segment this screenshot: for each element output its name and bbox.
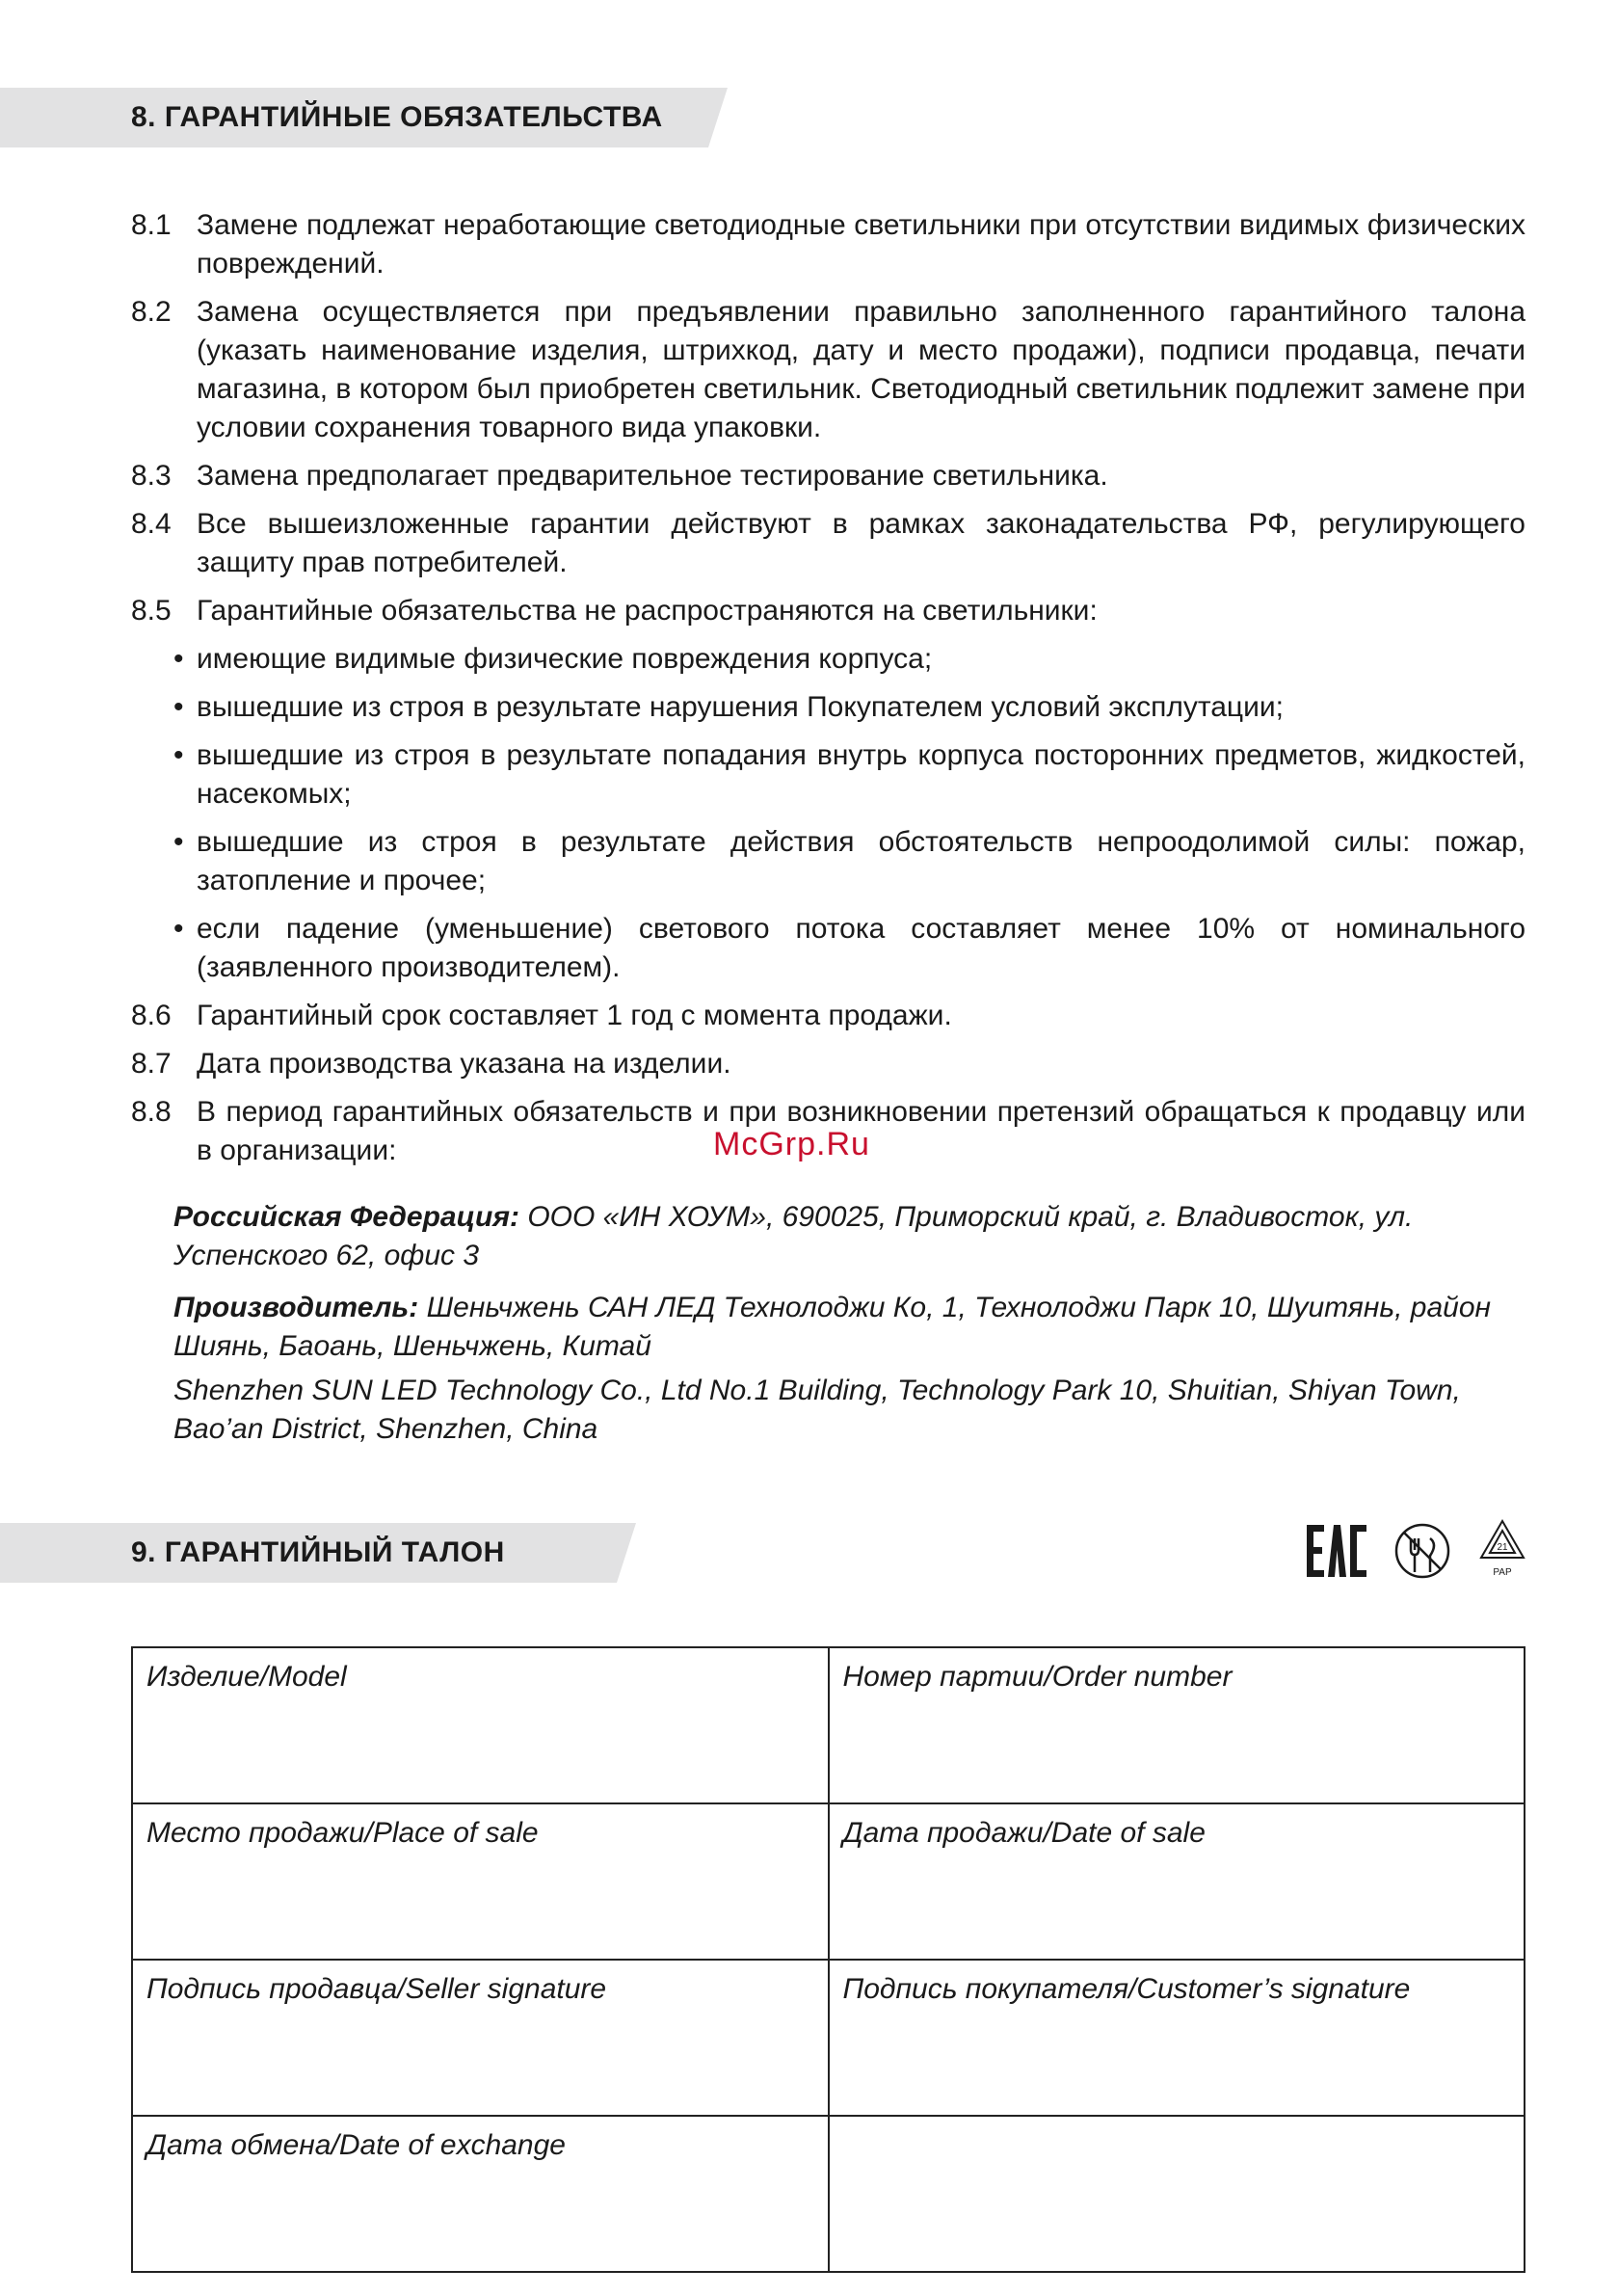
clause-number: 8.7	[131, 1048, 172, 1080]
table-row	[132, 1803, 1525, 1960]
warranty-card-table	[131, 1646, 1525, 2273]
date-of-exchange-field[interactable]: Дата обмена/Date of exchange	[132, 2116, 829, 2272]
clause-text: Все вышеизложенные гарантии действуют в рамках законадательства РФ, регулирующего защиту прав потребителей.	[197, 508, 1525, 578]
contact-russia-text: ООО «ИН ХОУМ», 690025, Приморский край, г. Владивосток, ул. Успенского 62, офис 3	[173, 1201, 1414, 1271]
clause-8-2	[131, 293, 1525, 447]
clause-8-3	[131, 457, 1525, 495]
clause-text: Гарантийные обязательства не распространяются на светильники:	[197, 595, 1098, 627]
clause-8-4	[131, 505, 1525, 582]
clause-text: Замене подлежат неработающие светодиодные светильники при отсутствии видимых физических повреждений.	[197, 209, 1525, 280]
list-item: • вышедшие из строя в результате нарушения Покупателем условий эксплутации;	[173, 688, 1525, 727]
contact-manufacturer-en: Shenzhen SUN LED Technology Co., Ltd No.1 Building, Technology Park 10, Shuitian, Shiyan Town, Bao’an District, Shenzhen, China	[173, 1375, 1461, 1445]
contact-russia	[173, 1198, 1525, 1275]
recycle-pap-icon	[1481, 1521, 1524, 1578]
contact-manufacturer	[173, 1289, 1525, 1366]
empty-field[interactable]	[829, 2116, 1525, 2272]
clause-text: Замена осуществляется при предъявлении правильно заполненного гарантийного талона (указать наименование изделия, штрихкод, дату и место продажи), подписи продавца, печати магазина, в котором был приобретен светильник. Светодиодный светильник подлежит замене при условии сохранения товарного вида упаковки.	[197, 296, 1525, 443]
section-9-title: 9. ГАРАНТИЙНЫЙ ТАЛОН	[131, 1536, 505, 1568]
contact-manufacturer-label: Производитель:	[173, 1292, 419, 1323]
customer-signature-field[interactable]: Подпись покупателя/Customer’s signature	[829, 1960, 1525, 2116]
bullet-icon: •	[173, 739, 184, 771]
no-food-contact-icon	[1396, 1525, 1448, 1577]
clause-8-5	[131, 592, 1525, 630]
contact-manufacturer-text: Шеньчжень САН ЛЕД Технолоджи Ко, 1, Технолоджи Парк 10, Шуитянь, район Шиянь, Баоань, Шеньчжень, Китай	[173, 1292, 1492, 1362]
bullet-icon: •	[173, 913, 184, 945]
bullet-icon: •	[173, 691, 184, 723]
clause-text: В период гарантийных обязательств и при возникновении претензий обращаться к продавцу или в организации:	[197, 1096, 1525, 1166]
clause-number: 8.6	[131, 1000, 172, 1031]
clause-number: 8.8	[131, 1096, 172, 1128]
table-row	[132, 1647, 1525, 1803]
certification-icons	[1303, 1515, 1526, 1585]
svg-text:PAP: PAP	[1493, 1567, 1512, 1578]
clause-number: 8.5	[131, 595, 172, 627]
clause-text: Гарантийный срок составляет 1 год с момента продажи.	[197, 1000, 952, 1031]
section-8-title: 8. ГАРАНТИЙНЫЕ ОБЯЗАТЕЛЬСТВА	[131, 101, 663, 133]
clause-text: Дата производства указана на изделии.	[197, 1048, 731, 1080]
clause-number: 8.4	[131, 508, 172, 540]
bullet-icon: •	[173, 643, 184, 675]
watermark: McGrp.Ru	[713, 1126, 870, 1162]
clause-8-7	[131, 1045, 1525, 1083]
clause-number: 8.3	[131, 460, 172, 492]
contact-russia-label: Российская Федерация:	[173, 1201, 519, 1233]
certification-icons-svg	[1303, 1515, 1526, 1585]
place-of-sale-field[interactable]: Место продажи/Place of sale	[132, 1803, 829, 1960]
clause-number: 8.1	[131, 209, 172, 241]
date-of-sale-field[interactable]: Дата продажи/Date of sale	[829, 1803, 1525, 1960]
model-field[interactable]: Изделие/Model	[132, 1647, 829, 1803]
exclusion-list	[173, 640, 1525, 987]
clause-8-1	[131, 206, 1525, 283]
list-item: • вышедшие из строя в результате действия обстоятельств непроодолимой силы: пожар, затопление и прочее;	[173, 823, 1525, 900]
warranty-clauses	[131, 206, 1525, 1180]
bullet-icon: •	[173, 826, 184, 858]
table-row	[132, 2116, 1525, 2272]
table-row	[132, 1960, 1525, 2116]
list-item: • вышедшие из строя в результате попадания внутрь корпуса посторонних предметов, жидкостей, насекомых;	[173, 736, 1525, 814]
clause-8-6	[131, 997, 1525, 1035]
order-number-field[interactable]: Номер партии/Order number	[829, 1647, 1525, 1803]
svg-text:21: 21	[1497, 1542, 1508, 1553]
clause-text: Замена предполагает предварительное тестирование светильника.	[197, 460, 1108, 492]
list-item: • имеющие видимые физические повреждения корпуса;	[173, 640, 1525, 679]
list-item: • если падение (уменьшение) светового потока составляет менее 10% от номинального (заявленного производителем).	[173, 910, 1525, 987]
clause-number: 8.2	[131, 296, 172, 328]
eac-icon	[1307, 1525, 1366, 1577]
seller-signature-field[interactable]: Подпись продавца/Seller signature	[132, 1960, 829, 2116]
contacts-block	[173, 1198, 1525, 1462]
